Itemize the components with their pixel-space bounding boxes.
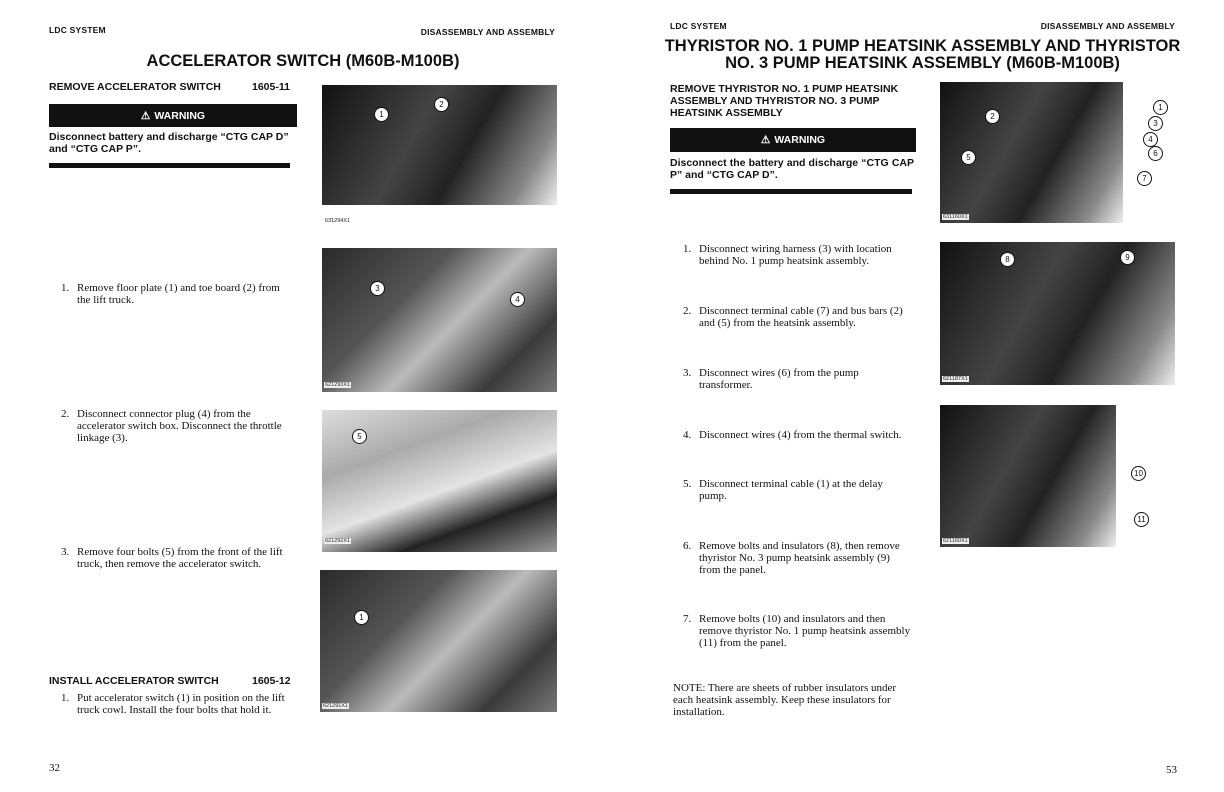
step <box>61 692 293 716</box>
step-text: Disconnect wiring harness (3) with location behind No. 1 pump heatsink assembly. <box>699 243 892 267</box>
step <box>683 429 913 441</box>
page-number: 32 <box>49 762 60 774</box>
callout: 6 <box>1148 146 1163 161</box>
photo-label: 631294X1 <box>325 218 351 224</box>
step <box>683 243 913 267</box>
callout: 2 <box>434 97 449 112</box>
callout: 2 <box>985 109 1000 124</box>
step <box>683 540 913 576</box>
step-text: Disconnect terminal cable (7) and bus bars (2) and (5) from the heatsink assembly. <box>699 305 903 329</box>
photo-bolts <box>322 410 557 552</box>
step-text: Disconnect connector plug (4) from the accelerator switch box. Disconnect the throttle linkage (3). <box>77 408 282 444</box>
photo-label: 621291X1 <box>323 703 349 709</box>
warning-text: Disconnect battery and discharge “CTG CAP D” and “CTG CAP P”. <box>49 131 289 155</box>
callout: 3 <box>1148 116 1163 131</box>
step-number: 4. <box>683 429 692 441</box>
step <box>61 546 293 570</box>
divider <box>670 189 912 194</box>
step <box>683 305 913 329</box>
photo-floor-plate <box>322 85 557 205</box>
callout: 10 <box>1131 466 1146 481</box>
callout: 7 <box>1137 171 1152 186</box>
callout: 11 <box>1134 512 1149 527</box>
step-text: Remove four bolts (5) from the front of the lift truck, then remove the accelerator switch. <box>77 546 283 570</box>
step-number: 5. <box>683 478 692 490</box>
right-page-title-line2: NO. 3 PUMP HEATSINK ASSEMBLY (M60B-M100B) <box>725 54 1120 72</box>
step-number: 6. <box>683 540 692 552</box>
step-number: 7. <box>683 613 692 625</box>
step-number: 3. <box>61 546 70 558</box>
step-number: 2. <box>61 408 70 420</box>
step-text: Disconnect terminal cable (1) at the delay pump. <box>699 478 883 502</box>
page-number: 53 <box>1166 764 1177 776</box>
remove-heading: REMOVE THYRISTOR NO. 1 PUMP HEATSINK ASSEMBLY AND THYRISTOR NO. 3 PUMP HEATSINK ASSEMBLY <box>670 83 899 119</box>
step-number: 1. <box>683 243 692 255</box>
right-header-chapter: DISASSEMBLY AND ASSEMBLY <box>1040 21 1175 31</box>
photo-label: 621187X1 <box>943 376 968 382</box>
step-text: Remove floor plate (1) and toe board (2) from the lift truck. <box>77 282 280 306</box>
callout: 1 <box>374 107 389 122</box>
divider <box>49 163 290 168</box>
callout: 9 <box>1120 250 1135 265</box>
warning-label: WARNING <box>154 109 206 122</box>
warning-text: Disconnect the battery and discharge “CTG CAP P” and “CTG CAP D”. <box>670 157 914 181</box>
photo-label: 621293X1 <box>325 382 351 388</box>
photo-heatsink-wiring <box>940 82 1123 223</box>
left-header-section: LDC SYSTEM <box>49 25 106 35</box>
step <box>61 408 293 444</box>
photo-pump-heatsink-1 <box>940 405 1116 547</box>
left-page-title: ACCELERATOR SWITCH (M60B-M100B) <box>146 52 460 70</box>
callout: 1 <box>1153 100 1168 115</box>
step <box>683 367 913 391</box>
step <box>683 613 913 649</box>
photo-label: 631160X1 <box>943 214 968 220</box>
step-number: 3. <box>683 367 692 379</box>
step <box>61 282 293 306</box>
callout: 5 <box>352 429 367 444</box>
warning-banner <box>670 128 916 152</box>
note: NOTE: There are sheets of rubber insulators under each heatsink assembly. Keep these insulators for installation. <box>673 682 897 718</box>
install-heading: INSTALL ACCELERATOR SWITCH <box>49 675 219 687</box>
step-number: 1. <box>61 692 70 704</box>
remove-code: 1605-11 <box>252 81 290 93</box>
warning-triangle-icon: ⚠ <box>140 109 151 122</box>
step-text: Remove bolts (10) and insulators and then remove thyristor No. 1 pump heatsink assembly (11) from the panel. <box>699 613 911 649</box>
callout: 4 <box>1143 132 1158 147</box>
remove-heading: REMOVE ACCELERATOR SWITCH <box>49 81 221 93</box>
photo-label: 621292X1 <box>325 538 351 544</box>
warning-banner <box>49 104 297 127</box>
photo-pump-heatsink-3 <box>940 242 1175 385</box>
callout: 4 <box>510 292 525 307</box>
right-header-section: LDC SYSTEM <box>670 21 727 31</box>
left-header-chapter: DISASSEMBLY AND ASSEMBLY <box>420 27 555 37</box>
step <box>683 478 913 502</box>
step-number: 2. <box>683 305 692 317</box>
photo-connector <box>322 248 557 392</box>
warning-label: WARNING <box>774 134 826 146</box>
callout: 3 <box>370 281 385 296</box>
install-code: 1605-12 <box>252 675 291 687</box>
photo-label: 621160X1 <box>943 538 968 544</box>
callout: 1 <box>354 610 369 625</box>
step-text: Disconnect wires (6) from the pump transformer. <box>699 367 859 391</box>
callout: 5 <box>961 150 976 165</box>
right-page-title-line1: THYRISTOR NO. 1 PUMP HEATSINK ASSEMBLY AND THYRISTOR <box>664 37 1181 55</box>
photo-install <box>320 570 557 712</box>
step-text: Remove bolts and insulators (8), then remove thyristor No. 3 pump heatsink assembly (9) from the panel. <box>699 540 900 576</box>
warning-triangle-icon: ⚠ <box>760 134 771 146</box>
step-text: Put accelerator switch (1) in position on the lift truck cowl. Install the four bolts that hold it. <box>77 692 285 716</box>
step-number: 1. <box>61 282 70 294</box>
callout: 8 <box>1000 252 1015 267</box>
step-text: Disconnect wires (4) from the thermal switch. <box>699 429 902 441</box>
